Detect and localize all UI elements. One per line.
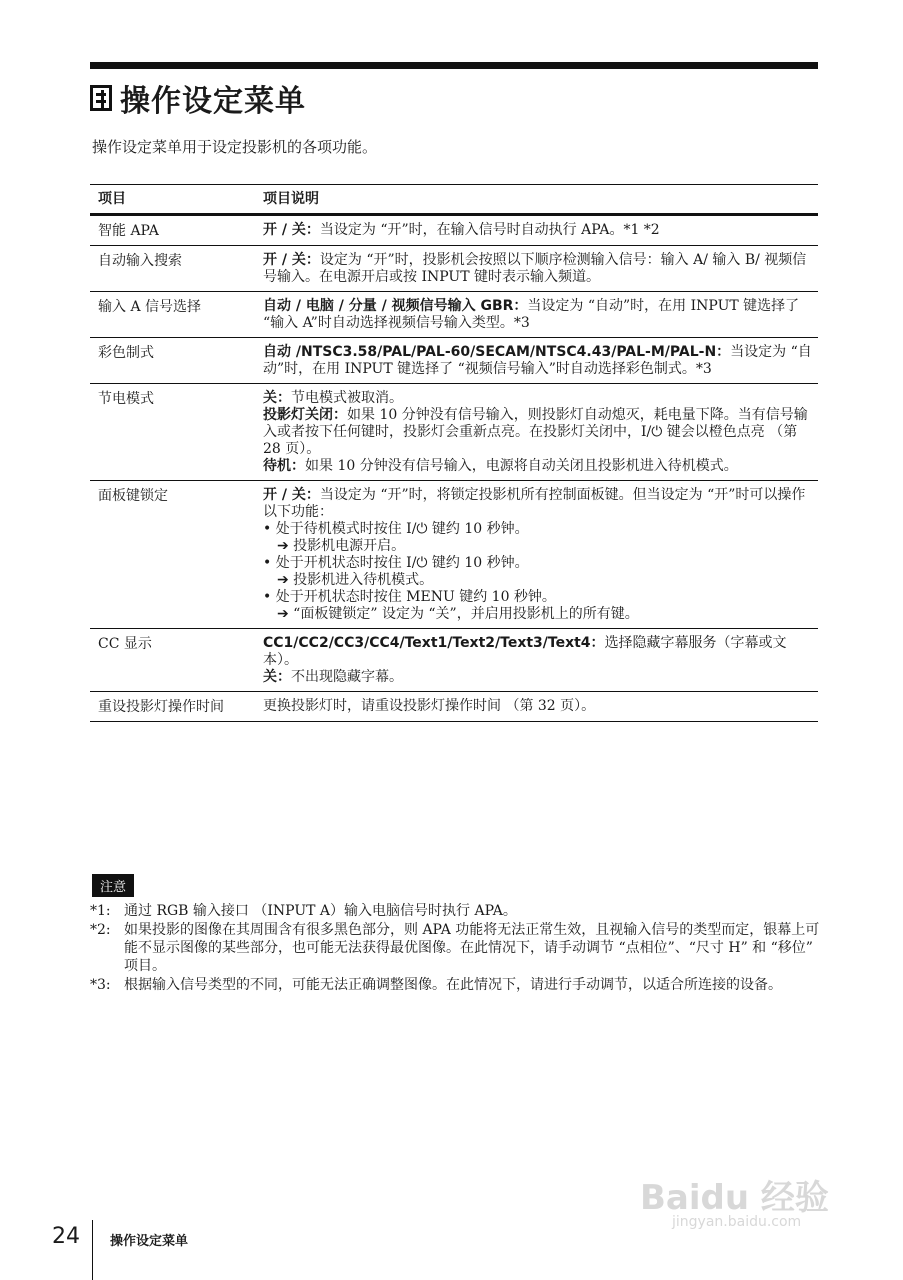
watermark-url: jingyan.baidu.com [672,1214,802,1230]
desc-bold: 自动 /NTSC3.58/PAL/PAL-60/SECAM/NTSC4.43/PAL-M/PAL-N： [263,344,731,360]
footnote-label: *3: [90,977,111,993]
row-item: 节电模式 [98,391,154,407]
desc-bold: 关： [263,669,291,685]
bullet-item: • 处于开机状态时按住 I/⏻ 键约 10 秒钟。 [263,555,529,571]
row-item: 重设投影灯操作时间 [98,699,224,715]
row-desc [263,487,818,623]
footer-divider [92,1220,93,1280]
row-item: 自动输入搜索 [98,253,182,269]
desc-bold: CC1/CC2/CC3/CC4/Text1/Text2/Text3/Text4： [263,635,605,651]
desc-text: 当设定为 “开”时，在输入信号时自动执行 APA。*1 *2 [319,222,660,238]
desc-bold: 开 / 关： [263,487,320,503]
row-desc [263,344,818,378]
desc-text: 如果 10 分钟没有信号输入，电源将自动关闭且投影机进入待机模式。 [305,458,738,474]
intro-text: 操作设定菜单用于设定投影机的各项功能。 [92,138,378,156]
row-item: 彩色制式 [98,345,154,361]
arrow-result: ➔ “面板键锁定” 设定为 “关”，并启用投影机上的所有键。 [277,606,639,622]
col-header-item: 项目 [98,191,126,207]
table-row [90,481,818,629]
row-desc [263,222,818,240]
row-desc [263,635,818,686]
desc-text: 当设定为 “开”时，将锁定投影机所有控制面板键。但当设定为 “开”时可以操作以下功能： [263,487,806,520]
desc-bold: 开 / 关： [263,252,320,268]
menu-icon [90,85,112,111]
row-desc [263,298,818,332]
desc-text: 设定为 “开”时，投影机会按照以下顺序检测输入信号：输入 A/ 输入 B/ 视频信号输入。在电源开启或按 INPUT 键时表示输入频道。 [263,252,807,285]
row-desc [263,698,818,716]
row-desc [263,252,818,286]
settings-table [90,184,818,722]
table-header [90,185,818,216]
footnote-text: 如果投影的图像在其周围含有很多黑色部分，则 APA 功能将无法正常生效，且视输入信号的类型而定，银幕上可能不显示图像的某些部分，也可能无法获得最优图像。在此情况下，请手动调节 “点相位”、“尺寸 H” 和 “移位” 项目。 [124,922,820,974]
desc-bold: 待机： [263,458,305,474]
desc-text: 当设定为 “自动”时，在用 INPUT 键选择了 “视频信号输入”时自动选择彩色制式。*3 [263,344,812,377]
page-title: 操作设定菜单 [120,84,306,119]
footnote-text: 根据输入信号类型的不同，可能无法正确调整图像。在此情况下，请进行手动调节，以适合所连接的设备。 [124,977,782,993]
desc-text: 不出现隐藏字幕。 [291,669,403,685]
desc-bold: 开 / 关： [263,222,320,238]
footnote-text: 通过 RGB 输入接口 （INPUT A）输入电脑信号时执行 APA。 [124,903,517,919]
footnote [90,902,820,920]
top-rule [90,62,818,69]
desc-bold: 投影灯关闭： [263,407,347,423]
desc-bold: 关： [263,390,291,406]
footnote-label: *1: [90,903,111,919]
desc-text: 更换投影灯时，请重设投影灯操作时间 （第 32 页）。 [263,698,596,714]
footnote-label: *2: [90,922,111,938]
footnotes [90,902,820,995]
table-row [90,292,818,338]
note-tag: 注意 [92,874,134,897]
row-item: 输入 A 信号选择 [98,299,202,315]
table-row [90,338,818,384]
table-row [90,246,818,292]
desc-text: 节电模式被取消。 [291,390,403,406]
desc-text: 当设定为 “自动”时，在用 INPUT 键选择了 “输入 A”时自动选择视频信号输入类型。*3 [263,298,800,331]
footnote [90,976,820,994]
bullet-item: • 处于开机状态时按住 MENU 键约 10 秒钟。 [263,589,556,605]
col-header-desc: 项目说明 [263,190,319,207]
footnote [90,921,820,975]
watermark-logo: Baidu 经验 [640,1178,829,1218]
page-number: 24 [52,1224,80,1249]
table-row [90,384,818,481]
desc-text: 选择隐藏字幕服务（字幕或文本）。 [263,635,787,668]
row-desc [263,390,818,475]
title-block [90,76,306,120]
row-item: CC 显示 [98,636,152,652]
table-row [90,692,818,722]
desc-bold: 自动 / 电脑 / 分量 / 视频信号输入 GBR： [263,298,528,314]
row-item: 智能 APA [98,223,159,239]
desc-text: 如果 10 分钟没有信号输入，则投影灯自动熄灭，耗电量下降。当有信号输入或者按下任何键时，投影灯会重新点亮。在投影灯关闭中，I/⏻ 键会以橙色点亮 （第 28 页）。 [263,407,808,457]
row-item: 面板键锁定 [98,488,168,504]
table-row [90,629,818,692]
arrow-result: ➔ 投影机进入待机模式。 [277,572,434,588]
table-row [90,216,818,246]
arrow-result: ➔ 投影机电源开启。 [277,538,406,554]
footer-section-label: 操作设定菜单 [110,1234,189,1249]
bullet-item: • 处于待机模式时按住 I/⏻ 键约 10 秒钟。 [263,521,529,537]
